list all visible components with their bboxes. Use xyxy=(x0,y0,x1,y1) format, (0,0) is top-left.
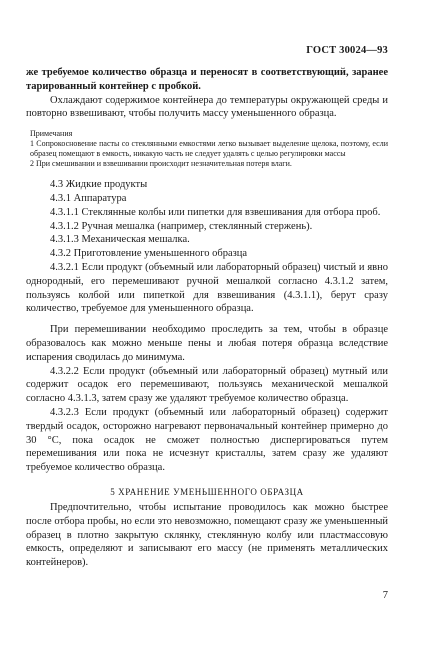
note-1: 1 Сопрокосновение пасты со стеклянными емкостями легко вызывает выделение щелока, поэтому, если образец помещают в емкость, никакую часть не следует удалять с целью регулировки массы xyxy=(30,139,388,159)
document-id: ГОСТ 30024—93 xyxy=(306,45,388,56)
section-4-3-2-2: 4.3.2.2 Если продукт (объемный или лабораторный образец) мутный или содержит осадок его перемешивают, пользуясь механической мешалкой согласно 4.3.1.3, затем сразу же удаляют требуемое количество образца. xyxy=(26,365,388,405)
notes-title: Примечания xyxy=(30,129,73,139)
section-4-3-1-heading: 4.3.1 Аппаратура xyxy=(50,192,127,204)
page-number: 7 xyxy=(382,590,388,601)
paragraph-continued: же требуемое количество образца и переносят в соответствующий, заранее тарированный контейнер с пробкой. xyxy=(26,67,388,92)
note-2: 2 При смешивании и взвешивании происходит незначительная потеря влаги. xyxy=(30,159,292,169)
section-4-3-1-3: 4.3.1.3 Механическая мешалка. xyxy=(50,234,190,246)
section-4-3-2-1: 4.3.2.1 Если продукт (объемный или лабораторный образец) чистый и явно однородный, его перемешивают ручной мешалкой согласно 4.3.1.2 затем, пользуясь колбой или пипеткой для взвешивания (4.3.1.1), берут сразу количество, требуемое для уменьшенного образца. xyxy=(26,261,388,315)
section-4-3-2-heading: 4.3.2 Приготовление уменьшенного образца xyxy=(50,248,248,260)
section-4-3-1-2: 4.3.1.2 Ручная мешалка (например, стеклянный стержень). xyxy=(50,220,313,232)
section-4-3-2-3: 4.3.2.3 Если продукт (объемный или лабораторный образец) содержит твердый осадок, осторожно нагревают первоначальный контейнер примерно до 30 °С, пока осадок не сможет полностью диспергироваться путем перемешивания или пока не исчезнут кристаллы, затем сразу же удаляют требуемое количество образца. xyxy=(26,406,388,474)
section-5-heading: 5 ХРАНЕНИЕ УМЕНЬШЕННОГО ОБРАЗЦА xyxy=(110,486,304,497)
document-body xyxy=(26,66,388,570)
section-5-text: Предпочтительно, чтобы испытание проводилось как можно быстрее после отбора пробы, но если это невозможно, помещают сразу же уменьшенный образец в плотно закрытую склянку, стеклянную колбу или пластмассовую емкость, определяют и записывают его массу (не применять металлических контейнеров). xyxy=(26,501,388,569)
spacer xyxy=(26,169,388,178)
paragraph-mixing: При перемешивании необходимо проследить за тем, чтобы в образце образовалось как можно меньше пены и любая потеря образца вследствие испарения сводилась до минимума. xyxy=(26,324,388,363)
section-4-3-heading: 4.3 Жидкие продукты xyxy=(50,179,148,191)
section-4-3-1-1: 4.3.1.1 Стеклянные колбы или пипетки для взвешивания для отбора проб. xyxy=(50,206,381,218)
spacer xyxy=(26,316,388,323)
paragraph-cooling: Охлаждают содержимое контейнера до температуры окружающей среды и повторно взвешивают, чтобы получить массу уменьшенного образца. xyxy=(26,94,388,120)
